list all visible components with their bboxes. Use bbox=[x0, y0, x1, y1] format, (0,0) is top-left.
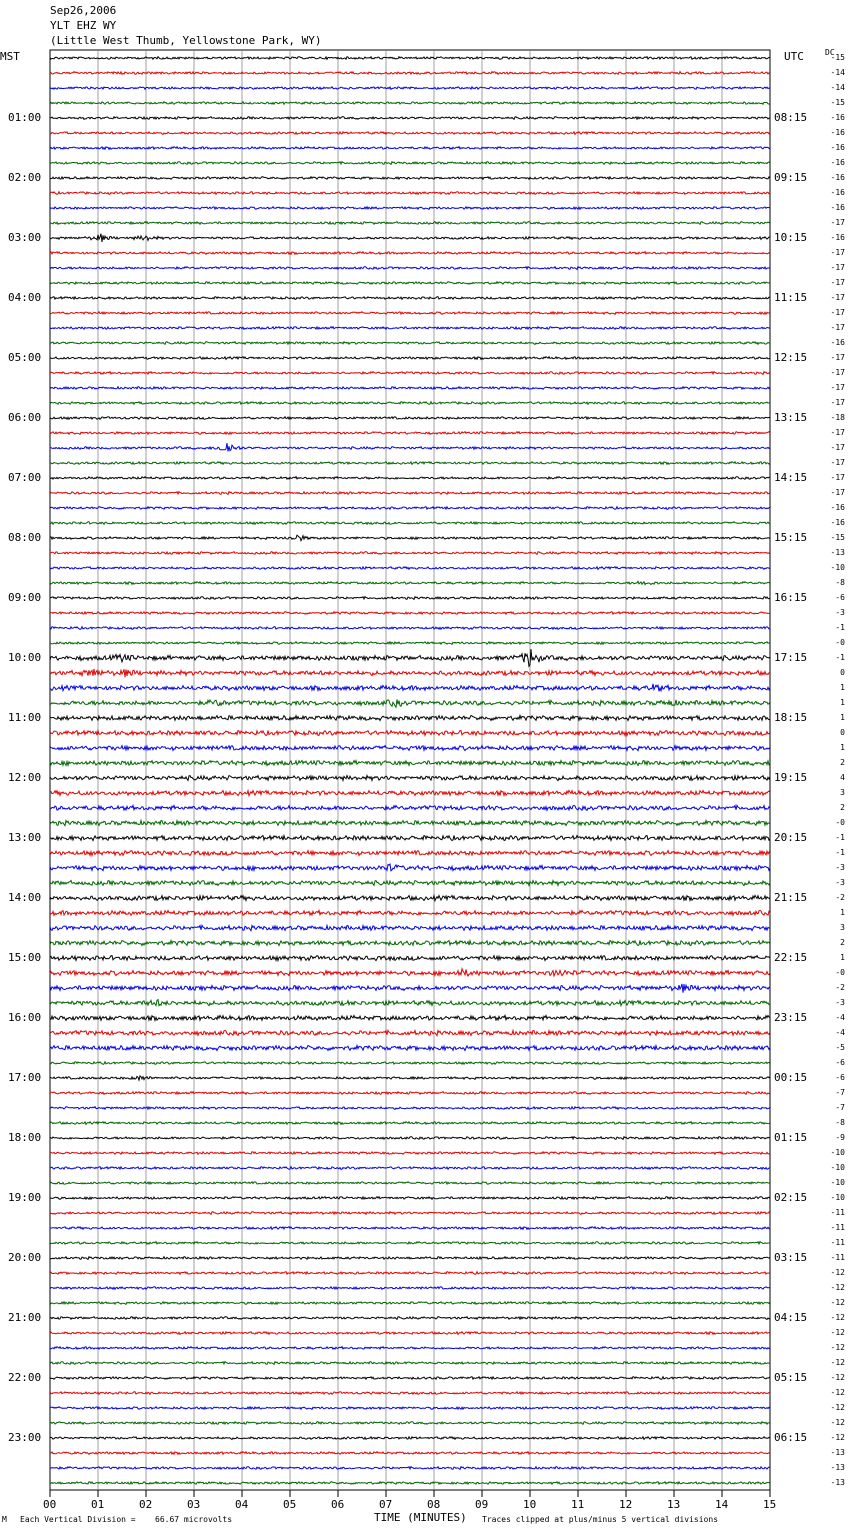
seismic-trace bbox=[50, 1107, 770, 1110]
right-hour-label: 11:15 bbox=[774, 291, 808, 304]
left-hour-label: 11:00 bbox=[8, 711, 42, 724]
dc-offset-label: -5 bbox=[835, 1043, 845, 1052]
dc-offset-label: -12 bbox=[830, 1418, 845, 1427]
dc-offset-label: -13 bbox=[830, 548, 845, 557]
dc-offset-label: 2 bbox=[840, 938, 845, 947]
dc-offset-label: -10 bbox=[830, 1163, 845, 1172]
left-hour-label: 01:00 bbox=[8, 111, 42, 124]
seismic-trace bbox=[50, 417, 770, 420]
dc-offset-label: -12 bbox=[830, 1388, 845, 1397]
dc-offset-label: 4 bbox=[840, 773, 845, 782]
dc-offset-label: -0 bbox=[835, 638, 845, 647]
dc-offset-label: 2 bbox=[840, 803, 845, 812]
dc-offset-label: -0 bbox=[835, 818, 845, 827]
x-tick-label: 07 bbox=[379, 1498, 393, 1511]
dc-offset-label: -1 bbox=[835, 653, 845, 662]
seismic-trace bbox=[50, 267, 770, 270]
left-hour-label: 18:00 bbox=[8, 1131, 42, 1144]
seismic-trace bbox=[50, 1000, 770, 1006]
seismic-trace bbox=[50, 342, 770, 345]
left-hour-label: 16:00 bbox=[8, 1011, 42, 1024]
dc-offset-label: -17 bbox=[830, 398, 845, 407]
left-hour-label: 06:00 bbox=[8, 411, 42, 424]
seismic-trace bbox=[50, 162, 770, 165]
seismic-trace bbox=[50, 567, 770, 570]
left-hour-label: 20:00 bbox=[8, 1251, 42, 1264]
seismic-trace bbox=[50, 1332, 770, 1335]
dc-offset-label: 1 bbox=[840, 713, 845, 722]
dc-offset-label: -12 bbox=[830, 1373, 845, 1382]
dc-offset-label: -17 bbox=[830, 263, 845, 272]
x-tick-label: 10 bbox=[523, 1498, 537, 1511]
seismic-trace bbox=[50, 443, 770, 451]
seismic-trace bbox=[50, 522, 770, 525]
left-hour-label: 23:00 bbox=[8, 1431, 42, 1444]
dc-offset-label: -16 bbox=[830, 188, 845, 197]
dc-offset-label: -10 bbox=[830, 1178, 845, 1187]
seismic-trace bbox=[50, 432, 770, 435]
dc-offset-label: -12 bbox=[830, 1403, 845, 1412]
right-hour-label: 22:15 bbox=[774, 951, 808, 964]
seismic-trace bbox=[50, 1015, 770, 1020]
left-hour-label: 05:00 bbox=[8, 351, 42, 364]
seismic-trace bbox=[50, 597, 770, 600]
seismic-trace bbox=[50, 649, 770, 666]
left-hour-label: 08:00 bbox=[8, 531, 42, 544]
dc-offset-label: -12 bbox=[830, 1433, 845, 1442]
seismic-trace bbox=[50, 402, 770, 405]
dc-offset-label: -7 bbox=[835, 1088, 845, 1097]
left-hour-label: 07:00 bbox=[8, 471, 42, 484]
right-hour-label: 19:15 bbox=[774, 771, 808, 784]
dc-offset-label: -1 bbox=[835, 623, 845, 632]
right-hour-label: 10:15 bbox=[774, 231, 808, 244]
seismic-trace bbox=[50, 1152, 770, 1155]
x-tick-label: 01 bbox=[91, 1498, 105, 1511]
seismic-trace bbox=[50, 102, 770, 105]
right-hour-label: 06:15 bbox=[774, 1431, 808, 1444]
x-axis-ticks bbox=[50, 1490, 770, 1497]
seismic-trace bbox=[50, 1212, 770, 1215]
station-location: (Little West Thumb, Yellowstone Park, WY) bbox=[50, 34, 322, 47]
dc-offset-label: -3 bbox=[835, 863, 845, 872]
dc-offset-label: -12 bbox=[830, 1358, 845, 1367]
dc-offset-label: -12 bbox=[830, 1268, 845, 1277]
right-hour-label: 03:15 bbox=[774, 1251, 808, 1264]
seismic-trace bbox=[50, 535, 770, 540]
dc-offset-label: -6 bbox=[835, 593, 845, 602]
left-hour-label: 02:00 bbox=[8, 171, 42, 184]
dc-offset-label: -6 bbox=[835, 1073, 845, 1082]
right-hour-label: 12:15 bbox=[774, 351, 808, 364]
dc-offset-label: -16 bbox=[830, 173, 845, 182]
seismic-trace bbox=[50, 1092, 770, 1095]
dc-offset-label: -13 bbox=[830, 1448, 845, 1457]
recording-date: Sep26,2006 bbox=[50, 4, 117, 17]
seismic-trace bbox=[50, 956, 770, 961]
seismic-trace bbox=[50, 234, 770, 242]
seismic-trace bbox=[50, 477, 770, 480]
footer-mark: M bbox=[2, 1515, 7, 1524]
x-tick-label: 05 bbox=[283, 1498, 297, 1511]
dc-offset-label: -17 bbox=[830, 443, 845, 452]
seismic-trace bbox=[50, 132, 770, 135]
right-hour-label: 05:15 bbox=[774, 1371, 808, 1384]
seismic-trace bbox=[50, 642, 770, 645]
seismic-trace bbox=[50, 1272, 770, 1275]
dc-offset-label: -18 bbox=[830, 413, 845, 422]
seismic-trace bbox=[50, 925, 770, 930]
dc-offset-label: 0 bbox=[840, 728, 845, 737]
right-hour-label: 21:15 bbox=[774, 891, 808, 904]
dc-offset-label: -12 bbox=[830, 1343, 845, 1352]
dc-offset-label: 1 bbox=[840, 908, 845, 917]
dc-offset-label: -15 bbox=[830, 533, 845, 542]
seismic-trace bbox=[50, 1287, 770, 1290]
seismic-trace bbox=[50, 222, 770, 225]
dc-offset-label: -17 bbox=[830, 323, 845, 332]
minute-gridlines bbox=[98, 50, 722, 1490]
seismic-trace bbox=[50, 851, 770, 856]
dc-offset-label: -2 bbox=[835, 983, 845, 992]
x-tick-label: 11 bbox=[571, 1498, 585, 1511]
seismic-trace bbox=[50, 1407, 770, 1410]
seismic-trace bbox=[50, 1377, 770, 1380]
seismic-trace bbox=[50, 552, 770, 555]
dc-offset-label: -16 bbox=[830, 143, 845, 152]
dc-offset-label: -8 bbox=[835, 1118, 845, 1127]
left-hour-label: 03:00 bbox=[8, 231, 42, 244]
clipping-note: Traces clipped at plus/minus 5 vertical divisions bbox=[482, 1515, 719, 1524]
x-tick-label: 15 bbox=[763, 1498, 777, 1511]
dc-offset-label: -16 bbox=[830, 518, 845, 527]
dc-offset-label: -10 bbox=[830, 563, 845, 572]
seismic-trace bbox=[50, 791, 770, 796]
seismic-trace bbox=[50, 1467, 770, 1470]
seismic-trace bbox=[50, 117, 770, 120]
left-hour-label: 12:00 bbox=[8, 771, 42, 784]
dc-offset-label: -17 bbox=[830, 458, 845, 467]
right-hour-label: 16:15 bbox=[774, 591, 808, 604]
seismic-trace bbox=[50, 372, 770, 375]
right-hour-label: 00:15 bbox=[774, 1071, 808, 1084]
x-tick-label: 09 bbox=[475, 1498, 489, 1511]
dc-offset-label: -17 bbox=[830, 428, 845, 437]
left-hour-label: 04:00 bbox=[8, 291, 42, 304]
dc-offset-label: -17 bbox=[830, 383, 845, 392]
seismic-trace bbox=[50, 941, 770, 946]
dc-offset-label: -17 bbox=[830, 368, 845, 377]
dc-offset-label: -2 bbox=[835, 893, 845, 902]
seismic-traces bbox=[50, 57, 770, 1485]
seismic-trace bbox=[50, 1347, 770, 1350]
seismic-trace bbox=[50, 177, 770, 180]
dc-offset-label: -17 bbox=[830, 218, 845, 227]
dc-offset-label: -7 bbox=[835, 1103, 845, 1112]
x-axis-title: TIME (MINUTES) bbox=[374, 1511, 467, 1524]
x-tick-label: 06 bbox=[331, 1498, 345, 1511]
seismic-trace bbox=[50, 1437, 770, 1440]
seismic-trace bbox=[50, 1302, 770, 1305]
seismic-trace bbox=[50, 1482, 770, 1485]
seismic-trace bbox=[50, 387, 770, 390]
seismic-trace bbox=[50, 684, 770, 691]
left-hour-label: 21:00 bbox=[8, 1311, 42, 1324]
dc-offset-label: 3 bbox=[840, 923, 845, 932]
seismic-trace bbox=[50, 1062, 770, 1065]
dc-offset-label: -16 bbox=[830, 113, 845, 122]
dc-offset-label: -16 bbox=[830, 233, 845, 242]
seismic-trace bbox=[50, 1030, 770, 1035]
dc-offset-label: -12 bbox=[830, 1313, 845, 1322]
right-hour-label: 20:15 bbox=[774, 831, 808, 844]
seismic-trace bbox=[50, 312, 770, 315]
seismic-trace bbox=[50, 836, 770, 841]
left-hour-label: 15:00 bbox=[8, 951, 42, 964]
seismic-trace bbox=[50, 1362, 770, 1365]
seismic-trace bbox=[50, 357, 770, 360]
seismic-trace bbox=[50, 1422, 770, 1425]
dc-offset-label: 2 bbox=[840, 758, 845, 767]
left-hour-label: 10:00 bbox=[8, 651, 42, 664]
seismic-trace bbox=[50, 864, 770, 871]
seismic-trace bbox=[50, 821, 770, 826]
dc-offset-label: -15 bbox=[830, 98, 845, 107]
seismic-trace bbox=[50, 805, 770, 810]
left-hour-label: 09:00 bbox=[8, 591, 42, 604]
seismic-trace bbox=[50, 896, 770, 901]
dc-offset-label: 0 bbox=[840, 668, 845, 677]
dc-offset-label: -14 bbox=[830, 83, 845, 92]
dc-offset-label: -17 bbox=[830, 248, 845, 257]
x-tick-label: 00 bbox=[43, 1498, 57, 1511]
seismic-trace bbox=[50, 1227, 770, 1230]
seismic-trace bbox=[50, 746, 770, 751]
seismic-trace bbox=[50, 716, 770, 721]
seismic-trace bbox=[50, 207, 770, 210]
seismic-trace bbox=[50, 72, 770, 75]
dc-offset-label: -12 bbox=[830, 1283, 845, 1292]
seismic-trace bbox=[50, 492, 770, 495]
dc-offset-label: -3 bbox=[835, 608, 845, 617]
dc-offset-label: 1 bbox=[840, 953, 845, 962]
right-hour-label: 15:15 bbox=[774, 531, 808, 544]
seismic-trace bbox=[50, 1317, 770, 1320]
x-tick-label: 13 bbox=[667, 1498, 681, 1511]
left-timezone-label: MST bbox=[0, 50, 20, 63]
dc-offset-label: -8 bbox=[835, 578, 845, 587]
dc-offset-label: -14 bbox=[830, 68, 845, 77]
dc-offset-label: -17 bbox=[830, 308, 845, 317]
dc-offset-label: 1 bbox=[840, 698, 845, 707]
seismic-trace bbox=[50, 910, 770, 915]
x-tick-label: 14 bbox=[715, 1498, 729, 1511]
dc-offset-label: -17 bbox=[830, 473, 845, 482]
x-tick-label: 02 bbox=[139, 1498, 153, 1511]
dc-offset-label: 1 bbox=[840, 683, 845, 692]
dc-offset-label: -1 bbox=[835, 848, 845, 857]
seismic-trace bbox=[50, 297, 770, 300]
seismic-trace bbox=[50, 1167, 770, 1170]
right-hour-label: 09:15 bbox=[774, 171, 808, 184]
dc-offset-label: -4 bbox=[835, 1013, 845, 1022]
dc-offset-label: -12 bbox=[830, 1328, 845, 1337]
seismic-trace bbox=[50, 761, 770, 766]
seismic-trace bbox=[50, 192, 770, 195]
dc-offset-label: -17 bbox=[830, 488, 845, 497]
right-hour-label: 08:15 bbox=[774, 111, 808, 124]
dc-offset-label: -13 bbox=[830, 1478, 845, 1487]
dc-offset-label: -16 bbox=[830, 503, 845, 512]
dc-offset-label: -0 bbox=[835, 968, 845, 977]
seismic-trace bbox=[50, 1046, 770, 1051]
seismic-trace bbox=[50, 507, 770, 510]
seismic-trace bbox=[50, 327, 770, 330]
dc-offset-label: -11 bbox=[830, 1253, 845, 1262]
dc-offset-label: -3 bbox=[835, 878, 845, 887]
dc-offset-label: -17 bbox=[830, 278, 845, 287]
x-tick-label: 12 bbox=[619, 1498, 633, 1511]
left-hour-label: 17:00 bbox=[8, 1071, 42, 1084]
seismic-trace bbox=[50, 1197, 770, 1200]
right-hour-label: 17:15 bbox=[774, 651, 808, 664]
seismic-trace bbox=[50, 581, 770, 584]
dc-offset-label: -12 bbox=[830, 1298, 845, 1307]
left-hour-label: 22:00 bbox=[8, 1371, 42, 1384]
seismic-trace bbox=[50, 731, 770, 736]
dc-offset-label: -13 bbox=[830, 1463, 845, 1472]
dc-label: DC bbox=[825, 48, 835, 57]
dc-offset-label: -17 bbox=[830, 293, 845, 302]
right-hour-label: 13:15 bbox=[774, 411, 808, 424]
right-hour-label: 02:15 bbox=[774, 1191, 808, 1204]
x-tick-label: 03 bbox=[187, 1498, 201, 1511]
right-hour-label: 04:15 bbox=[774, 1311, 808, 1324]
dc-offset-label: -10 bbox=[830, 1193, 845, 1202]
seismic-trace bbox=[50, 1122, 770, 1125]
seismic-trace bbox=[50, 627, 770, 630]
dc-offset-label: -15 bbox=[830, 53, 845, 62]
dc-offset-label: -11 bbox=[830, 1223, 845, 1232]
seismic-trace bbox=[50, 1182, 770, 1185]
dc-offset-label: -11 bbox=[830, 1238, 845, 1247]
left-hour-label: 14:00 bbox=[8, 891, 42, 904]
seismic-trace bbox=[50, 612, 770, 615]
seismic-trace bbox=[50, 252, 770, 255]
right-hour-label: 14:15 bbox=[774, 471, 808, 484]
dc-offset-label: 3 bbox=[840, 788, 845, 797]
seismic-trace bbox=[50, 147, 770, 150]
right-hour-label: 23:15 bbox=[774, 1011, 808, 1024]
dc-offset-label: -16 bbox=[830, 128, 845, 137]
dc-offset-label: 1 bbox=[840, 743, 845, 752]
seismic-trace bbox=[50, 700, 770, 708]
seismic-trace bbox=[50, 462, 770, 465]
plot-frame bbox=[50, 50, 770, 1490]
dc-offset-label: -16 bbox=[830, 338, 845, 347]
seismic-trace bbox=[50, 776, 770, 781]
seismic-trace bbox=[50, 881, 770, 886]
dc-offset-label: -11 bbox=[830, 1208, 845, 1217]
dc-offset-label: -4 bbox=[835, 1028, 845, 1037]
seismic-trace bbox=[50, 669, 770, 677]
dc-offset-label: -9 bbox=[835, 1133, 845, 1142]
seismic-trace bbox=[50, 87, 770, 90]
seismic-trace bbox=[50, 282, 770, 285]
dc-offset-label: -6 bbox=[835, 1058, 845, 1067]
seismic-trace bbox=[50, 984, 770, 993]
right-hour-label: 18:15 bbox=[774, 711, 808, 724]
dc-offset-label: -16 bbox=[830, 158, 845, 167]
seismic-trace bbox=[50, 1392, 770, 1395]
dc-offset-label: -3 bbox=[835, 998, 845, 1007]
left-hour-label: 13:00 bbox=[8, 831, 42, 844]
right-hour-label: 01:15 bbox=[774, 1131, 808, 1144]
vertical-division-value: 66.67 microvolts bbox=[155, 1515, 233, 1524]
dc-offset-label: -10 bbox=[830, 1148, 845, 1157]
seismic-trace bbox=[50, 1257, 770, 1260]
station-code: YLT EHZ WY bbox=[50, 19, 117, 32]
seismic-trace bbox=[50, 969, 770, 976]
vertical-division-label: Each Vertical Division = bbox=[20, 1515, 136, 1524]
x-tick-label: 08 bbox=[427, 1498, 441, 1511]
seismic-trace bbox=[50, 1137, 770, 1140]
dc-offset-label: -1 bbox=[835, 833, 845, 842]
seismic-trace bbox=[50, 57, 770, 60]
dc-offset-label: -17 bbox=[830, 353, 845, 362]
seismic-trace bbox=[50, 1076, 770, 1080]
left-hour-label: 19:00 bbox=[8, 1191, 42, 1204]
seismic-trace bbox=[50, 1452, 770, 1455]
x-tick-label: 04 bbox=[235, 1498, 249, 1511]
seismic-trace bbox=[50, 1242, 770, 1245]
right-timezone-label: UTC bbox=[784, 50, 804, 63]
dc-offset-label: -16 bbox=[830, 203, 845, 212]
